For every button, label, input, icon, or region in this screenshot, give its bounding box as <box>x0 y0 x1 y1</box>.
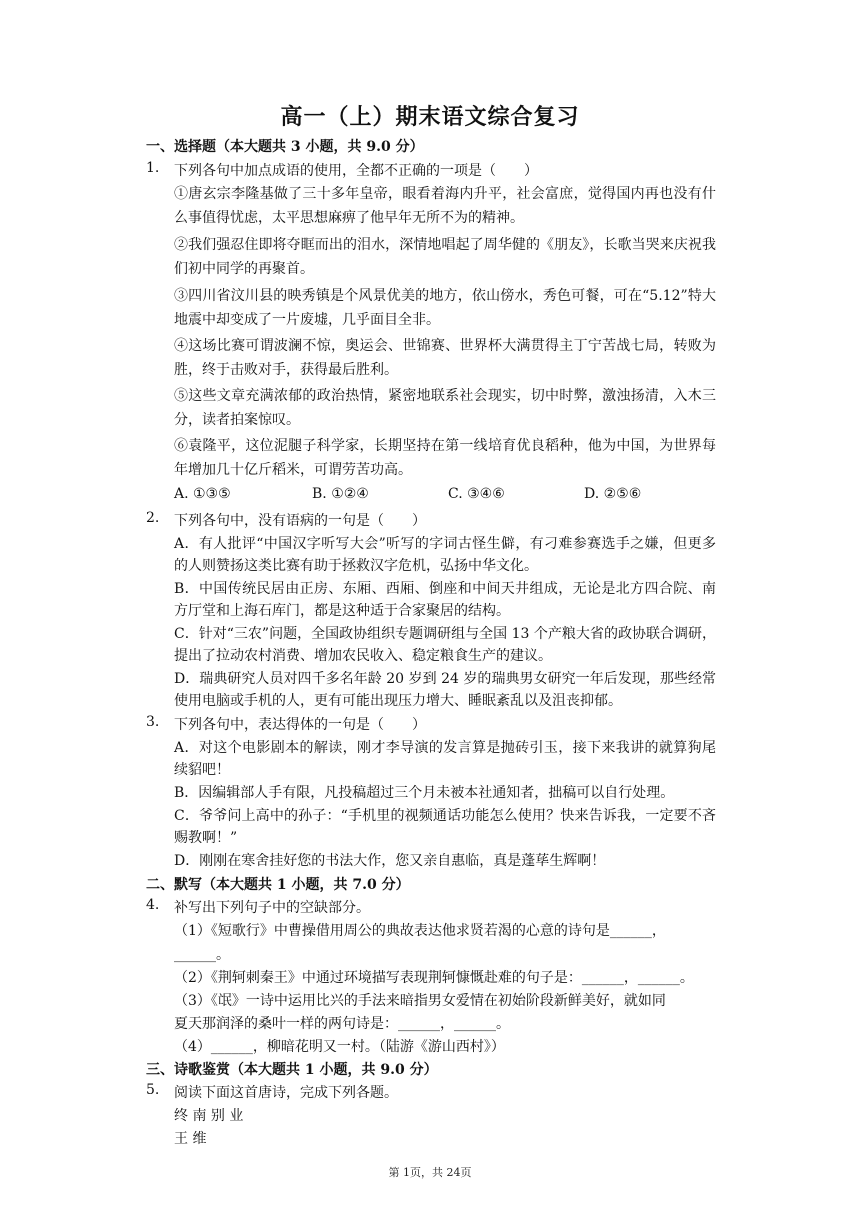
fill-blank-line: （4）______，柳暗花明又一村。（陆游《游山西村》） <box>174 1039 505 1055</box>
question-stem: 补写出下列句子中的空缺部分。 <box>174 900 370 916</box>
answer-choice-a: A. ①③⑤ <box>174 486 231 502</box>
question-stem: 阅读下面这首唐诗，完成下列各题。 <box>174 1085 398 1101</box>
option-item: D．瑞典研究人员对四千多名年龄 20 岁到 24 岁的瑞典男女研究一年后发现，那些经常使用电脑或手机的人，更有可能出现压力增大、睡眠紊乱以及沮丧抑郁。 <box>174 671 716 709</box>
question-stem: 下列各句中，没有语病的一句是（ ） <box>174 513 426 529</box>
question-item: ⑤这些文章充满浓郁的政治热情，紧密地联系社会现实，切中时弊，激浊扬清，入木三分，读者拍案惊叹。 <box>174 388 716 428</box>
fill-blank-line: ______。 <box>174 947 230 963</box>
section-heading-dictation: 二、默写（本大题共 1 小题，共 7.0 分） <box>146 877 410 893</box>
option-item: C．针对“三农”问题，全国政协组织专题调研组与全国 13 个产粮大省的政协联合调研，提出了拉动农村消费、增加农民收入、稳定粮食生产的建议。 <box>174 626 716 664</box>
section-heading-choice: 一、选择题（本大题共 3 小题，共 9.0 分） <box>146 139 424 155</box>
question-number: 2. <box>146 510 160 526</box>
question-item: ③四川省汶川县的映秀镇是个风景优美的地方，依山傍水，秀色可餐，可在“5.12”特大地震中却变成了一片废墟，几乎面目全非。 <box>174 288 716 328</box>
option-item: A．对这个电影剧本的解读，刚才李导演的发言算是抛砖引玉，接下来我讲的就算狗尾续貂吧！ <box>174 740 716 778</box>
question-item: ②我们强忍住即将夺眶而出的泪水，深情地唱起了周华健的《朋友》，长歌当哭来庆祝我们初中同学的再聚首。 <box>174 237 716 277</box>
question-number: 5. <box>146 1082 160 1098</box>
question-item: ⑥袁隆平，这位泥腿子科学家，长期坚持在第一线培育优良稻种，他为中国，为世界每年增加几十亿斤稻米，可谓劳苦功高。 <box>174 438 716 478</box>
answer-choice-d: D. ②⑤⑥ <box>584 486 642 502</box>
question-stem: 下列各句中加点成语的使用，全都不正确的一项是（ ） <box>174 163 538 179</box>
option-item: C．爷爷问上高中的孙子：“手机里的视频通话功能怎么使用？快来告诉我，一定要不吝赐教啊！” <box>174 808 716 846</box>
question-item: ④这场比赛可谓波澜不惊，奥运会、世锦赛、世界杯大满贯得主丁宁苦战七局，转败为胜，终于击败对手，获得最后胜利。 <box>174 338 716 378</box>
answer-choice-c: C. ③④⑥ <box>448 486 505 502</box>
question-item: ①唐玄宗李隆基做了三十多年皇帝，眼看着海内升平，社会富庶，觉得国内再也没有什么事值得忧虑，太平思想麻痹了他早年无所不为的精神。 <box>174 186 716 226</box>
answer-choice-b: B. ①②④ <box>312 486 369 502</box>
question-stem: 下列各句中，表达得体的一句是（ ） <box>174 717 426 733</box>
fill-blank-line: 夏天那润泽的桑叶一样的两句诗是：______，______。 <box>174 1016 510 1032</box>
option-item: D．刚刚在寒舍挂好您的书法大作，您又亲自惠临，真是蓬荜生辉啊！ <box>174 853 606 869</box>
poem-author: 王 维 <box>174 1131 207 1147</box>
option-item: B．因编辑部人手有限，凡投稿超过三个月未被本社通知者，拙稿可以自行处理。 <box>174 785 675 801</box>
option-item: A．有人批评“中国汉字听写大会”听写的字词古怪生僻，有刁难参赛选手之嫌，但更多的人则赞扬这类比赛有助于拯救汉字危机，弘扬中华文化。 <box>174 536 716 574</box>
question-number: 1. <box>146 160 160 176</box>
fill-blank-line: （1）《短歌行》中曹操借用周公的典故表达他求贤若渴的心意的诗句是______， <box>174 923 666 939</box>
page-title: 高一（上）期末语文综合复习 <box>280 104 580 130</box>
fill-blank-line: （3）《氓》一诗中运用比兴的手法来暗指男女爱情在初始阶段新鲜美好，就如同 <box>174 993 666 1009</box>
question-number: 3. <box>146 714 160 730</box>
poem-title: 终 南 别 业 <box>174 1108 244 1124</box>
fill-blank-line: （2）《荆轲刺秦王》中通过环境描写表现荆轲慷慨赴难的句子是：______，______。 <box>174 970 694 986</box>
section-heading-poetry: 三、诗歌鉴赏（本大题共 1 小题，共 9.0 分） <box>146 1062 438 1078</box>
question-number: 4. <box>146 897 160 913</box>
option-item: B．中国传统民居由正房、东厢、西厢、倒座和中间天井组成，无论是北方四合院、南方厅堂和上海石库门，都是这种适于合家聚居的结构。 <box>174 581 716 619</box>
page-footer: 第 1页，共 24页 <box>388 1166 472 1179</box>
